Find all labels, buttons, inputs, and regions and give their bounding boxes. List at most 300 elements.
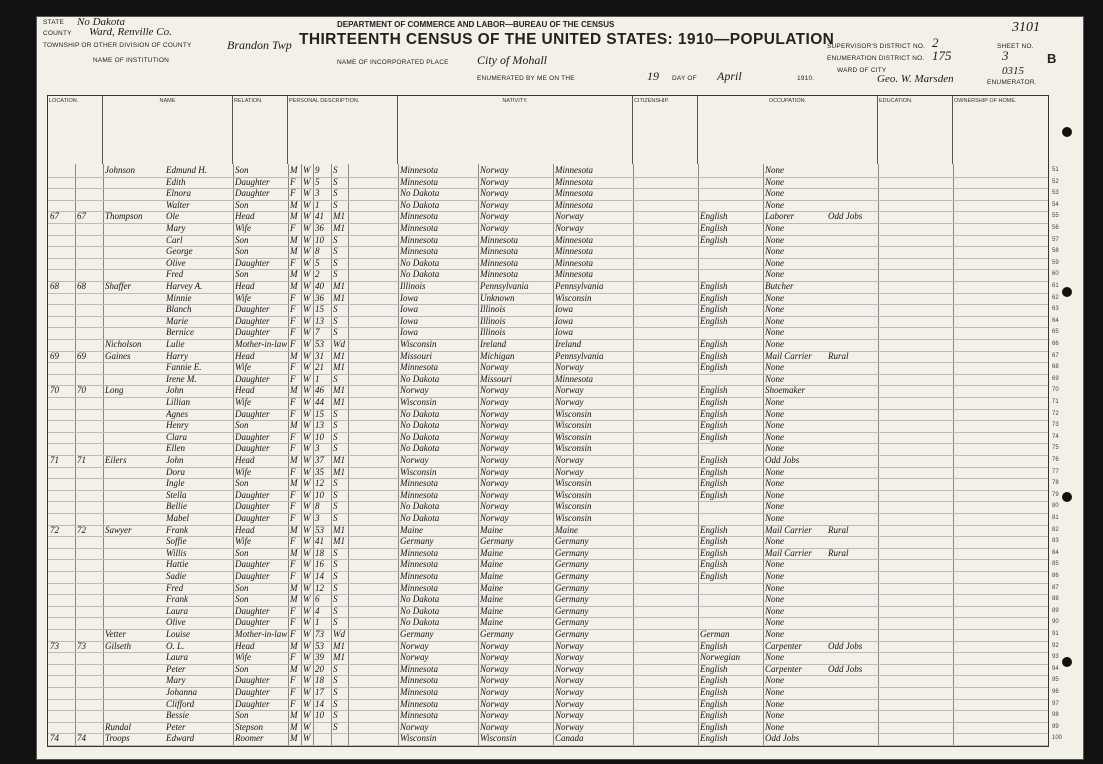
cell-mbirth: Wisconsin	[555, 431, 592, 442]
cell-surname	[105, 177, 165, 188]
cell-surname	[105, 501, 165, 512]
cell-birth: Iowa	[400, 304, 418, 315]
cell-age: 39	[315, 652, 324, 663]
cell-race: W	[303, 397, 311, 407]
cell-occ: None	[765, 176, 784, 187]
cell-surname	[105, 490, 165, 501]
cell-mbirth: Minnesota	[555, 176, 593, 187]
cell-ind	[828, 432, 878, 443]
cell-ms: S	[333, 501, 338, 512]
cell-fbirth: Maine	[480, 559, 503, 570]
cell-rel: Wife	[235, 466, 251, 477]
cell-given: Henry	[166, 420, 189, 431]
cell-given: Fred	[166, 582, 184, 593]
cell-mbirth: Norway	[555, 698, 584, 709]
line-number: 63	[1052, 306, 1059, 313]
cell-sex: F	[290, 571, 296, 581]
cell-fbirth: Norway	[480, 640, 509, 651]
cell-lang: English	[700, 223, 728, 233]
cell-dw	[50, 467, 74, 478]
cell-dw: 72	[50, 524, 59, 535]
cell-sex: M	[290, 350, 298, 361]
cell-occ: None	[765, 292, 784, 303]
cell-occ: None	[765, 269, 784, 280]
cell-fbirth: Norway	[480, 675, 509, 686]
cell-rel: Son	[235, 269, 249, 280]
cell-occ: None	[765, 513, 784, 523]
cell-surname: Johnson	[105, 165, 135, 175]
cell-sex: F	[290, 605, 296, 616]
cell-occ: None	[765, 246, 784, 257]
line-number: 59	[1052, 259, 1059, 266]
cell-birth: Norway	[400, 455, 429, 465]
cell-given: Clara	[166, 431, 188, 442]
cell-race: W	[303, 675, 311, 686]
cell-ind	[828, 246, 878, 257]
cell-ind	[828, 455, 878, 466]
cell-sex: F	[290, 675, 296, 686]
enumerated-month: April	[717, 69, 742, 83]
cell-dw	[50, 200, 74, 211]
cell-rel: Daughter	[235, 188, 270, 199]
cell-surname	[105, 710, 165, 721]
cell-ind	[828, 339, 878, 350]
sheet-no: 3	[1002, 48, 1009, 63]
cell-race: W	[303, 605, 311, 616]
enumeration-label: ENUMERATION DISTRICT NO.	[827, 55, 925, 62]
cell-race: W	[303, 408, 311, 419]
cell-mbirth: Wisconsin	[555, 420, 592, 431]
cell-race: W	[303, 687, 311, 697]
col-personal: PERSONAL DESCRIPTION.	[288, 96, 398, 164]
cell-given: Peter	[166, 663, 186, 674]
cell-lang	[700, 327, 762, 338]
cell-fam	[77, 490, 101, 501]
cell-rel: Daughter	[235, 675, 270, 686]
line-number: 62	[1052, 294, 1059, 301]
cell-race: W	[303, 489, 311, 500]
cell-birth: No Dakota	[400, 594, 440, 605]
cell-ms: S	[333, 257, 338, 268]
cell-rel: Head	[235, 524, 255, 535]
cell-age: 15	[315, 408, 324, 419]
cell-fbirth: Norway	[480, 408, 509, 419]
line-number: 98	[1052, 712, 1059, 719]
cell-fam	[77, 165, 101, 176]
cell-sex: F	[290, 373, 296, 384]
cell-lang	[700, 501, 762, 512]
cell-given: Irene M.	[166, 373, 197, 384]
cell-fam	[77, 478, 101, 489]
cell-birth: No Dakota	[400, 513, 440, 523]
line-number: 92	[1052, 642, 1059, 649]
cell-fbirth: Michigan	[480, 350, 515, 361]
cell-fbirth: Norway	[480, 199, 509, 210]
cell-age: 1	[315, 373, 320, 384]
cell-surname	[105, 559, 165, 570]
cell-dw	[50, 177, 74, 188]
cell-age: 2	[315, 269, 320, 280]
cell-sex: M	[290, 547, 298, 558]
cell-race: W	[303, 594, 311, 605]
cell-dw	[50, 235, 74, 246]
cell-dw	[50, 293, 74, 304]
cell-lang	[700, 246, 762, 257]
cell-lang: English	[700, 466, 728, 477]
cell-mbirth: Minnesota	[555, 269, 593, 280]
cell-age: 8	[315, 501, 320, 512]
cell-age: 36	[315, 292, 324, 303]
cell-age: 73	[315, 629, 324, 639]
cell-given: Ellen	[166, 443, 185, 454]
cell-rel: Stepson	[235, 721, 263, 732]
cell-fbirth: Norway	[480, 443, 509, 454]
cell-given: Clifford	[166, 698, 195, 709]
cell-lang: English	[700, 547, 728, 558]
cell-dw	[50, 304, 74, 315]
cell-surname	[105, 443, 165, 454]
cell-mbirth: Norway	[555, 652, 584, 663]
cell-race: W	[303, 513, 311, 523]
cell-ms: S	[333, 559, 338, 570]
cell-occ: None	[765, 675, 784, 686]
cell-ind: Rural	[828, 350, 849, 361]
cell-lang: English	[700, 420, 728, 431]
cell-sex: F	[290, 257, 296, 268]
cell-ms: M1	[333, 211, 345, 222]
cell-ms: S	[333, 710, 338, 721]
cell-sex: M	[290, 385, 298, 396]
cell-ind	[828, 478, 878, 489]
cell-ms: S	[333, 431, 338, 442]
cell-ms: S	[333, 443, 338, 454]
cell-lang: English	[700, 675, 728, 686]
cell-ms: S	[333, 478, 338, 489]
cell-mbirth: Wisconsin	[555, 489, 592, 500]
cell-age: 3	[315, 443, 320, 454]
cell-surname	[105, 606, 165, 617]
cell-age: 6	[315, 594, 320, 605]
cell-lang: English	[700, 211, 728, 222]
cell-lang: English	[700, 687, 728, 697]
cell-mbirth: Norway	[555, 397, 584, 407]
cell-rel: Daughter	[235, 571, 270, 581]
cell-sex: F	[290, 536, 296, 547]
cell-ms: Wd	[333, 629, 345, 639]
cell-sex: M	[290, 246, 298, 257]
cell-fbirth: Norway	[480, 501, 509, 512]
enumerator-name: Geo. W. Marsden	[877, 73, 954, 85]
cell-rel: Head	[235, 455, 255, 465]
cell-dw	[50, 710, 74, 721]
cell-ind	[828, 559, 878, 570]
cell-mbirth: Minnesota	[555, 188, 593, 199]
line-number: 85	[1052, 561, 1059, 568]
cell-dw	[50, 699, 74, 710]
cell-occ: None	[765, 582, 784, 593]
cell-ms: M1	[333, 362, 345, 373]
cell-age: 44	[315, 397, 324, 407]
cell-occ: None	[765, 304, 784, 315]
cell-dw	[50, 165, 74, 176]
cell-race: W	[303, 443, 311, 454]
cell-fbirth: Norway	[480, 721, 509, 732]
cell-ind	[828, 652, 878, 663]
cell-given: Sadie	[166, 571, 186, 581]
cell-race: W	[303, 547, 311, 558]
cell-birth: Minnesota	[400, 223, 438, 233]
cell-lang: English	[700, 350, 728, 361]
cell-ms: S	[333, 489, 338, 500]
cell-occ: None	[765, 571, 784, 581]
cell-ind	[828, 490, 878, 501]
cell-ms: S	[333, 571, 338, 581]
cell-lang: English	[700, 281, 728, 291]
cell-race: W	[303, 524, 311, 535]
cell-surname	[105, 246, 165, 257]
cell-age: 8	[315, 246, 320, 257]
cell-ms: M1	[333, 223, 345, 233]
cell-mbirth: Norway	[555, 675, 584, 686]
cell-sex: M	[290, 733, 298, 744]
cell-birth: No Dakota	[400, 501, 440, 512]
cell-birth: Minnesota	[400, 675, 438, 686]
col-education: EDUCATION.	[878, 96, 953, 164]
cell-rel: Wife	[235, 223, 251, 233]
line-number: 70	[1052, 387, 1059, 394]
cell-sex: F	[290, 315, 296, 326]
cell-fbirth: Norway	[480, 223, 509, 233]
cell-sex: F	[290, 559, 296, 570]
cell-ind	[828, 699, 878, 710]
cell-ind	[828, 583, 878, 594]
cell-surname	[105, 652, 165, 663]
cell-ind	[828, 293, 878, 304]
cell-mbirth: Norway	[555, 362, 584, 373]
cell-race: W	[303, 176, 311, 187]
cell-race: W	[303, 350, 311, 361]
cell-birth: Minnesota	[400, 547, 438, 558]
cell-age: 31	[315, 350, 324, 361]
cell-fbirth: Illinois	[480, 304, 506, 315]
cell-ind	[828, 165, 878, 176]
cell-race: W	[303, 571, 311, 581]
cell-mbirth: Minnesota	[555, 373, 593, 384]
cell-race: W	[303, 663, 311, 674]
cell-birth: Iowa	[400, 327, 418, 338]
cell-occ: None	[765, 629, 784, 639]
cell-birth: Iowa	[400, 315, 418, 326]
cell-given: Bessie	[166, 710, 189, 721]
cell-dw: 71	[50, 455, 59, 465]
col-occupation: OCCUPATION.	[698, 96, 878, 164]
cell-birth: Norway	[400, 640, 429, 651]
cell-rel: Head	[235, 350, 255, 361]
cell-fam	[77, 536, 101, 547]
cell-fbirth: Germany	[480, 629, 514, 639]
cell-ind	[828, 304, 878, 315]
cell-fbirth: Norway	[480, 687, 509, 697]
district-code: 0315	[1002, 65, 1024, 77]
line-number: 53	[1052, 190, 1059, 197]
cell-mbirth: Wisconsin	[555, 501, 592, 512]
cell-ms: S	[333, 234, 338, 245]
cell-ms: M1	[333, 350, 345, 361]
cell-mbirth: Germany	[555, 605, 589, 616]
cell-dw	[50, 339, 74, 350]
cell-given: Fred	[166, 269, 184, 280]
cell-birth: Minnesota	[400, 710, 438, 721]
cell-occ: Laborer	[765, 211, 795, 222]
cell-mbirth: Minnesota	[555, 234, 593, 245]
cell-age: 16	[315, 559, 324, 570]
cell-dw	[50, 571, 74, 582]
cell-lang	[700, 177, 762, 188]
cell-fam	[77, 293, 101, 304]
cell-fam	[77, 467, 101, 478]
cell-given: Dora	[166, 466, 186, 477]
cell-sex: M	[290, 234, 298, 245]
cell-ms: S	[333, 304, 338, 315]
cell-birth: No Dakota	[400, 257, 440, 268]
line-number: 68	[1052, 364, 1059, 371]
cell-ind	[828, 687, 878, 698]
line-number: 91	[1052, 631, 1059, 637]
cell-race: W	[303, 385, 311, 396]
cell-sex: F	[290, 629, 296, 639]
cell-dw	[50, 583, 74, 594]
cell-fbirth: Norway	[480, 478, 509, 489]
cell-occ: None	[765, 327, 784, 338]
line-number: 82	[1052, 526, 1059, 533]
col-nativity: NATIVITY.	[398, 96, 633, 164]
cell-birth: Minnesota	[400, 687, 438, 697]
cell-race: W	[303, 629, 311, 639]
cell-rel: Daughter	[235, 176, 270, 187]
cell-surname	[105, 675, 165, 686]
cell-dw	[50, 223, 74, 234]
cell-birth: No Dakota	[400, 617, 440, 628]
cell-birth: Minnesota	[400, 246, 438, 257]
cell-birth: Germany	[400, 536, 434, 547]
cell-mbirth: Maine	[555, 524, 578, 535]
cell-surname	[105, 397, 165, 408]
cell-lang	[700, 374, 762, 385]
cell-surname	[105, 583, 165, 594]
cell-race: W	[303, 431, 311, 442]
cell-surname: Gilseth	[105, 640, 131, 651]
cell-fbirth: Minnesota	[480, 257, 518, 268]
cell-surname	[105, 420, 165, 431]
cell-fbirth: Norway	[480, 165, 509, 175]
cell-ind	[828, 606, 878, 617]
cell-age	[315, 733, 330, 744]
cell-age: 37	[315, 455, 324, 465]
cell-race: W	[303, 733, 311, 744]
cell-mbirth: Minnesota	[555, 257, 593, 268]
cell-ms: S	[333, 698, 338, 709]
cell-age: 53	[315, 524, 324, 535]
enumerated-day: 19	[647, 69, 659, 83]
cell-ms: S	[333, 420, 338, 431]
cell-given: Mary	[166, 223, 186, 233]
cell-surname	[105, 409, 165, 420]
cell-sex: F	[290, 339, 296, 349]
cell-mbirth: Norway	[555, 687, 584, 697]
cell-surname: Vetter	[105, 629, 126, 639]
cell-age: 10	[315, 234, 324, 245]
cell-sex: F	[290, 687, 296, 697]
cell-age: 13	[315, 315, 324, 326]
cell-dw	[50, 188, 74, 199]
cell-sex: F	[290, 513, 296, 523]
cell-sex: F	[290, 443, 296, 454]
cell-occ: None	[765, 397, 784, 407]
cell-sex: F	[290, 431, 296, 442]
cell-lang: English	[700, 478, 728, 489]
cell-fbirth: Norway	[480, 188, 509, 199]
cell-fam	[77, 258, 101, 269]
cell-fbirth: Norway	[480, 385, 509, 396]
line-number: 58	[1052, 248, 1059, 255]
cell-birth: No Dakota	[400, 431, 440, 442]
cell-surname: Gaines	[105, 350, 131, 361]
cell-fam	[77, 687, 101, 698]
cell-fbirth: Maine	[480, 547, 503, 558]
state-label: STATE	[43, 19, 64, 26]
cell-surname	[105, 235, 165, 246]
line-number: 55	[1052, 213, 1059, 220]
line-number: 71	[1052, 399, 1059, 405]
cell-lang: English	[700, 385, 728, 396]
cell-ms: S	[333, 721, 338, 732]
cell-given: Olive	[166, 257, 186, 268]
cell-race: W	[303, 698, 311, 709]
cell-race: W	[303, 234, 311, 245]
cell-birth: No Dakota	[400, 188, 440, 199]
cell-surname	[105, 269, 165, 280]
cell-fam	[77, 652, 101, 663]
line-number: 86	[1052, 573, 1059, 579]
cell-birth: Minnesota	[400, 582, 438, 593]
line-number: 76	[1052, 457, 1059, 463]
cell-ind	[828, 513, 878, 524]
cell-race: W	[303, 199, 311, 210]
cell-rel: Head	[235, 385, 255, 396]
cell-rel: Daughter	[235, 315, 270, 326]
cell-rel: Wife	[235, 652, 251, 663]
cell-occ: None	[765, 536, 784, 547]
cell-given: John	[166, 385, 184, 396]
cell-given: Mabel	[166, 513, 189, 523]
cell-given: Laura	[166, 652, 189, 663]
line-number: 90	[1052, 619, 1059, 626]
cell-rel: Wife	[235, 292, 251, 303]
cell-surname	[105, 699, 165, 710]
department-heading: DEPARTMENT OF COMMERCE AND LABOR—BUREAU OF THE CENSUS	[337, 20, 615, 29]
cell-given: Agnes	[166, 408, 188, 419]
line-number: 88	[1052, 596, 1059, 603]
cell-age: 53	[315, 640, 324, 651]
cell-ms: S	[333, 199, 338, 210]
cell-surname	[105, 362, 165, 373]
line-number: 66	[1052, 341, 1059, 347]
cell-ind	[828, 258, 878, 269]
cell-fbirth: Pennsylvania	[480, 281, 529, 291]
cell-lang	[700, 513, 762, 524]
cell-given: Carl	[166, 234, 183, 245]
col-ownership: OWNERSHIP OF HOME.	[954, 98, 1017, 104]
